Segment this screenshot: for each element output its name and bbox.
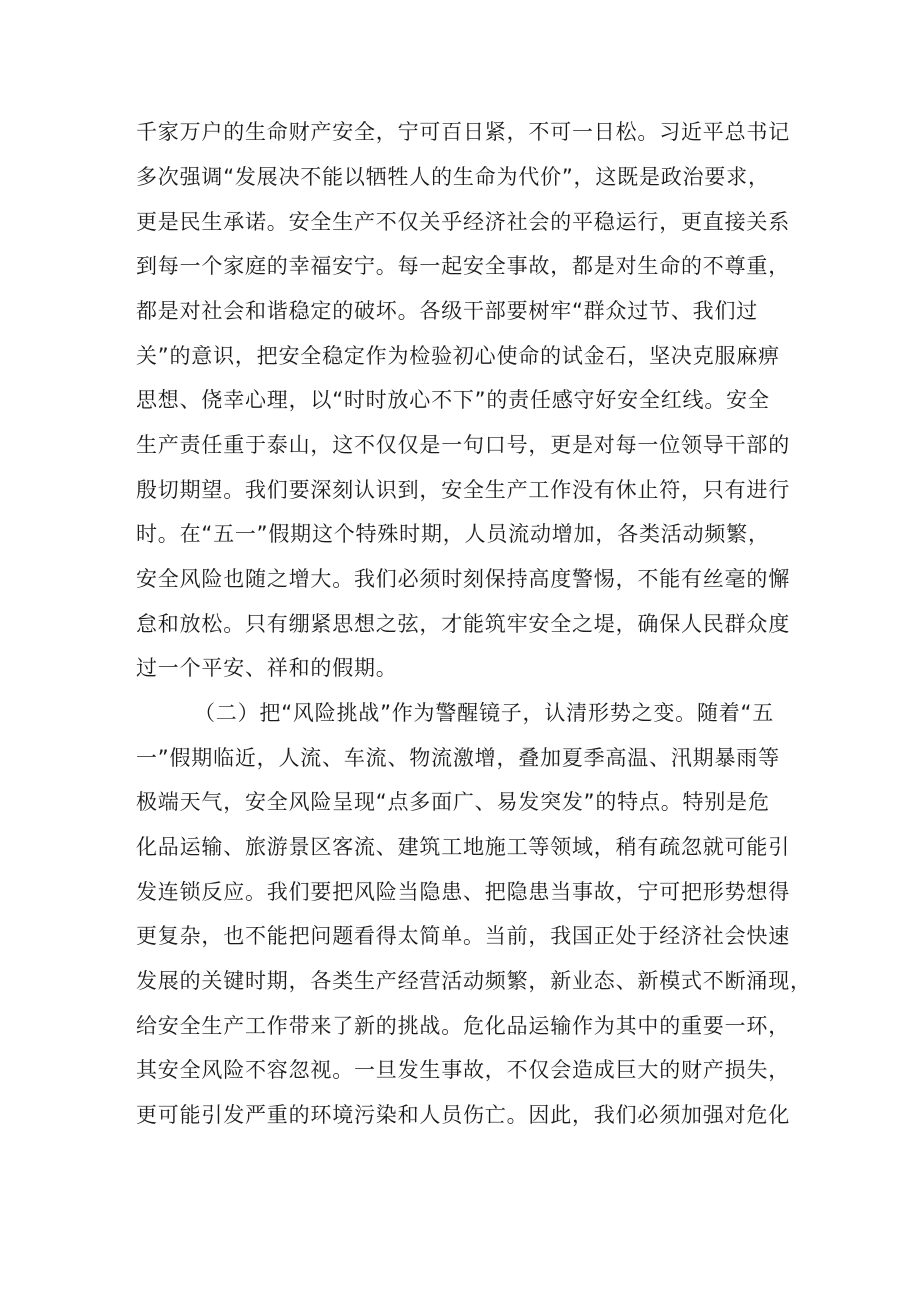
paragraph-2-line: 给安全生产工作带来了新的挑战。危化品运输作为其中的重要一环， — [136, 1014, 790, 1038]
paragraph-2-first-line: （二）把“风险挑战”作为警醒镜子，认清形势之变。随着“五 — [194, 701, 775, 725]
paragraph-1-line: 时。在“五一”假期这个特殊时期，人员流动增加，各类活动频繁， — [136, 522, 770, 546]
paragraph-2-line: 发连锁反应。我们要把风险当隐患、把隐患当事故，宁可把形势想得 — [136, 880, 790, 904]
paragraph-2-line: 其安全风险不容忽视。一旦发生事故，不仅会造成巨大的财产损失， — [136, 1058, 790, 1082]
paragraph-2-line: 更复杂，也不能把问题看得太简单。当前，我国正处于经济社会快速 — [136, 924, 790, 948]
paragraph-2-line: 发展的关键时期，各类生产经营活动频繁，新业态、新模式不断涌现， — [136, 969, 812, 993]
paragraph-2-line: 一”假期临近，人流、车流、物流激增，叠加夏季高温、汛期暴雨等 — [136, 746, 780, 770]
paragraph-1-line: 更是民生承诺。安全生产不仅关乎经济社会的平稳运行，更直接关系 — [136, 210, 790, 234]
paragraph-1-line: 千家万户的生命财产安全，宁可百日紧，不可一日松。习近平总书记 — [136, 120, 790, 144]
paragraph-1-line: 殷切期望。我们要深刻认识到，安全生产工作没有休止符，只有进行 — [136, 478, 790, 502]
paragraph-1-line: 关”的意识，把安全稳定作为检验初心使命的试金石，坚决克服麻痹 — [136, 344, 780, 368]
paragraph-1-line: 过一个平安、祥和的假期。 — [136, 656, 398, 680]
paragraph-2-line: 化品运输、旅游景区客流、建筑工地施工等领域，稍有疏忽就可能引 — [136, 835, 790, 859]
paragraph-1-line: 怠和放松。只有绷紧思想之弦，才能筑牢安全之堤，确保人民群众度 — [136, 612, 790, 636]
paragraph-1-line: 安全风险也随之增大。我们必须时刻保持高度警惕，不能有丝毫的懈 — [136, 567, 790, 591]
paragraph-1-line: 到每一个家庭的幸福安宁。每一起安全事故，都是对生命的不尊重， — [136, 254, 790, 278]
paragraph-1-line: 思想、侥幸心理，以“时时放心不下”的责任感守好安全红线。安全 — [136, 388, 770, 412]
paragraph-1-line: 多次强调“发展决不能以牺牲人的生命为代价”，这既是政治要求， — [136, 165, 770, 189]
paragraph-1-line: 都是对社会和谐稳定的破坏。各级干部要树牢“群众过节、我们过 — [136, 299, 759, 323]
paragraph-1-line: 生产责任重于泰山，这不仅仅是一句口号，更是对每一位领导干部的 — [136, 433, 790, 457]
paragraph-2-line: 更可能引发严重的环境污染和人员伤亡。因此，我们必须加强对危化 — [136, 1103, 790, 1127]
paragraph-2-line: 极端天气，安全风险呈现“点多面广、易发突发”的特点。特别是危 — [136, 790, 770, 814]
